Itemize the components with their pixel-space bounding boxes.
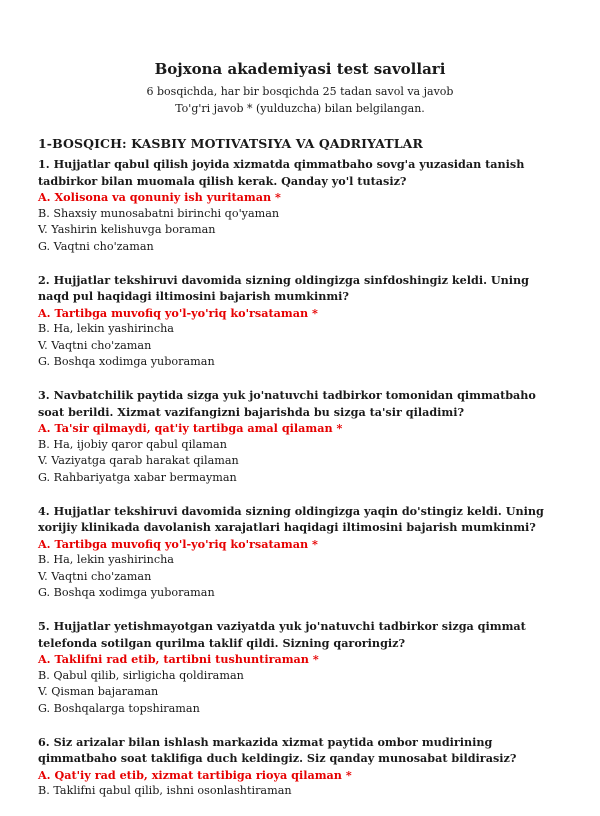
answer-option: B. Qabul qilib, sirligicha qoldiraman: [38, 668, 244, 682]
question-item: [38, 387, 544, 486]
question-item: [38, 734, 544, 800]
answer-option: G. Boshqalarga topshiraman: [38, 701, 200, 715]
answer-option: V. Qisman bajaraman: [38, 685, 159, 698]
answer-option: G. Boshqa xodimga yuboraman: [38, 355, 215, 368]
correct-answer-option: A. Qat'iy rad etib, xizmat tartibiga rioya qilaman *: [38, 767, 352, 782]
answer-option: V. Yashirin kelishuvga boraman: [38, 223, 216, 236]
question-list: [38, 156, 544, 816]
section-heading: 1-BOSQICH: KASBIY MOTIVATSIYA VA QADRIYATLAR: [38, 136, 423, 151]
answer-option: V. Vaziyatga qarab harakat qilaman: [38, 454, 239, 467]
question-text: 1. Hujjatlar qabul qilish joyida xizmatda qimmatbaho sovg'a yuzasidan tanish tadbirkor bilan muomala qilish kerak. Qanday yo'l tutasiz?: [38, 157, 525, 188]
document-subtitle-line1: 6 bosqichda, har bir bosqichda 25 tadan savol va javob: [146, 85, 454, 98]
answer-option: G. Vaqtni cho'zaman: [38, 239, 154, 253]
question-item: [38, 156, 544, 255]
answer-option: V. Vaqtni cho'zaman: [38, 569, 152, 583]
correct-answer-option: A. Tartibga muvofiq yo'l-yo'riq ko'rsataman *: [38, 305, 318, 320]
document-subtitle-line2: To'g'ri javob * (yulduzcha) bilan belgilangan.: [175, 102, 425, 115]
question-text: 6. Siz arizalar bilan ishlash markazida xizmat paytida ombor mudirining qimmatbaho soat taklifiga duch keldingiz. Siz qanday munosabat bildirasiz?: [38, 734, 517, 765]
answer-option: G. Boshqa xodimga yuboraman: [38, 586, 215, 599]
answer-option: B. Taklifni qabul qilib, ishni osonlashtiraman: [38, 784, 292, 797]
answer-option: B. Ha, ijobiy qaror qabul qilaman: [38, 437, 227, 451]
question-text: 5. Hujjatlar yetishmayotgan vaziyatda yuk jo'natuvchi tadbirkor sizga qimmat telefonda sotilgan qurilma taklif qildi. Sizning qaroringiz?: [38, 619, 526, 650]
answer-option: V. Vaqtni cho'zaman: [38, 338, 152, 352]
correct-answer-option: A. Xolisona va qonuniy ish yuritaman *: [38, 190, 281, 204]
document-title: Bojxona akademiyasi test savollari: [154, 60, 446, 78]
correct-answer-option: A. Ta'sir qilmaydi, qat'iy tartibga amal qilaman *: [38, 421, 343, 435]
question-item: [38, 618, 544, 717]
question-text: 4. Hujjatlar tekshiruvi davomida sizning oldingizga yaqin do'stingiz keldi. Uning xorijiy klinikada davolanish xarajatlari haqidagi iltimosini bajarish mumkinmi?: [38, 503, 544, 534]
question-text: 2. Hujjatlar tekshiruvi davomida sizning oldingizga sinfdoshingiz keldi. Uning naqd pul haqidagi iltimosini bajarish mumkinmi?: [38, 272, 529, 303]
answer-option: B. Shaxsiy munosabatni birinchi qo'yaman: [38, 206, 280, 220]
correct-answer-option: A. Tartibga muvofiq yo'l-yo'riq ko'rsataman *: [38, 536, 318, 551]
question-text: 3. Navbatchilik paytida sizga yuk jo'natuvchi tadbirkor tomonidan qimmatbaho soat berildi. Xizmat vazifangizni bajarishda bu sizga ta'sir qiladimi?: [38, 388, 536, 419]
question-item: [38, 503, 544, 602]
question-item: [38, 272, 544, 371]
answer-option: B. Ha, lekin yashirincha: [38, 553, 174, 566]
answer-option: B. Ha, lekin yashirincha: [38, 322, 174, 335]
answer-option: G. Rahbariyatga xabar bermayman: [38, 470, 237, 484]
correct-answer-option: A. Taklifni rad etib, tartibni tushuntiraman *: [38, 652, 319, 666]
